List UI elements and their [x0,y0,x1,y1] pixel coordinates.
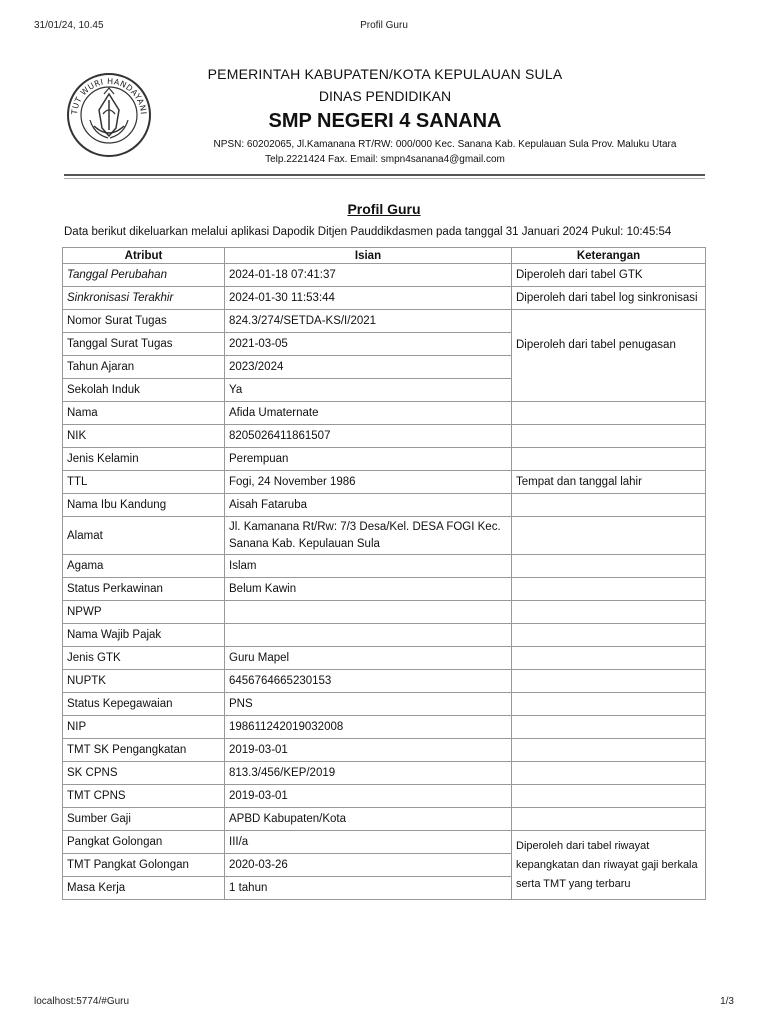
header-atribut: Atribut [63,248,225,264]
keterangan-riwayat-cell: Diperoleh dari tabel riwayat kepangkatan dan riwayat gaji berkala serta TMT yang terbaru [512,831,706,900]
keterangan-cell: Diperoleh dari tabel GTK [512,264,706,287]
keterangan-cell [512,517,706,555]
isian-cell [225,601,512,624]
atribut-cell: Agama [63,555,225,578]
table-row [63,693,706,716]
table-row [63,448,706,471]
isian-cell [225,624,512,647]
kop-divider [64,174,705,176]
atribut-cell: Status Perkawinan [63,578,225,601]
atribut-cell: Sekolah Induk [63,379,225,402]
atribut-cell: Tanggal Surat Tugas [63,333,225,356]
isian-cell: 2019-03-01 [225,785,512,808]
keterangan-cell [512,670,706,693]
table-row [63,555,706,578]
isian-cell: APBD Kabupaten/Kota [225,808,512,831]
atribut-cell: Jenis GTK [63,647,225,670]
print-page-number: 1/3 [720,996,734,1007]
keterangan-cell [512,448,706,471]
table-row [63,425,706,448]
kop-divider-thin [64,178,705,179]
document-intro: Data berikut dikeluarkan melalui aplikasi Dapodik Ditjen Pauddikdasmen pada tanggal 31 Januari 2024 Pukul: 10:45:54 [64,226,672,238]
atribut-cell: Jenis Kelamin [63,448,225,471]
isian-cell: 2019-03-01 [225,739,512,762]
atribut-cell: Alamat [63,517,225,555]
atribut-cell: TMT SK Pengangkatan [63,739,225,762]
isian-cell: 2021-03-05 [225,333,512,356]
atribut-cell: Nama Ibu Kandung [63,494,225,517]
isian-cell: Guru Mapel [225,647,512,670]
isian-cell: Jl. Kamanana Rt/Rw: 7/3 Desa/Kel. DESA FOGI Kec. Sanana Kab. Kepulauan Sula [225,517,512,555]
kop-school-name: SMP NEGERI 4 SANANA [268,110,502,132]
table-row [63,601,706,624]
isian-cell: PNS [225,693,512,716]
atribut-cell: Tanggal Perubahan [63,264,225,287]
table-row [63,310,706,333]
isian-cell: III/a [225,831,512,854]
table-row [63,578,706,601]
atribut-cell: TMT Pangkat Golongan [63,854,225,877]
keterangan-cell [512,762,706,785]
atribut-cell: TMT CPNS [63,785,225,808]
keterangan-cell [512,693,706,716]
atribut-cell: Tahun Ajaran [63,356,225,379]
isian-cell: 2024-01-30 11:53:44 [225,287,512,310]
atribut-cell: NIK [63,425,225,448]
atribut-cell: Nomor Surat Tugas [63,310,225,333]
profil-table [62,247,706,900]
table-row [63,762,706,785]
keterangan-cell [512,739,706,762]
keterangan-cell [512,647,706,670]
print-header [34,20,734,34]
isian-cell: 824.3/274/SETDA-KS/I/2021 [225,310,512,333]
atribut-cell: NIP [63,716,225,739]
kop-address: NPSN: 60202065, Jl.Kamanana RT/RW: 000/000 Kec. Sanana Kab. Kepulauan Sula Prov. Maluku Utara [213,139,677,150]
keterangan-cell [512,402,706,425]
keterangan-penugasan-cell: Diperoleh dari tabel penugasan [512,310,706,402]
table-row [63,264,706,287]
keterangan-cell [512,555,706,578]
table-row [63,494,706,517]
print-datetime: 31/01/24, 10.45 [34,20,104,31]
logo-motto: TUT WURI HANDAYANI [69,76,148,116]
isian-cell: 8205026411861507 [225,425,512,448]
atribut-cell: Masa Kerja [63,877,225,900]
atribut-cell: Sinkronisasi Terakhir [63,287,225,310]
isian-cell: Islam [225,555,512,578]
isian-cell: Fogi, 24 November 1986 [225,471,512,494]
print-footer [34,996,734,1010]
isian-cell: Afida Umaternate [225,402,512,425]
isian-cell: 6456764665230153 [225,670,512,693]
table-row [63,402,706,425]
atribut-cell: SK CPNS [63,762,225,785]
keterangan-cell [512,578,706,601]
atribut-cell: Nama Wajib Pajak [63,624,225,647]
header-keterangan: Keterangan [512,248,706,264]
table-header-row [63,248,706,264]
atribut-cell: NUPTK [63,670,225,693]
atribut-cell: NPWP [63,601,225,624]
isian-cell: 198611242019032008 [225,716,512,739]
isian-cell: 813.3/456/KEP/2019 [225,762,512,785]
table-row [63,471,706,494]
kop-contact: Telp.2221424 Fax. Email: smpn4sanana4@gmail.com [265,154,505,165]
print-title: Profil Guru [360,20,408,31]
keterangan-cell [512,716,706,739]
keterangan-cell [512,494,706,517]
print-url: localhost:5774/#Guru [34,996,130,1007]
table-row [63,624,706,647]
keterangan-cell [512,808,706,831]
atribut-cell: Status Kepegawaian [63,693,225,716]
keterangan-cell [512,624,706,647]
table-row [63,647,706,670]
isian-cell: 2020-03-26 [225,854,512,877]
atribut-cell: Pangkat Golongan [63,831,225,854]
table-row [63,287,706,310]
keterangan-cell [512,785,706,808]
isian-cell: 1 tahun [225,877,512,900]
keterangan-cell: Tempat dan tanggal lahir [512,471,706,494]
table-row [63,785,706,808]
keterangan-cell: Diperoleh dari tabel log sinkronisasi [512,287,706,310]
atribut-cell: TTL [63,471,225,494]
isian-cell: 2023/2024 [225,356,512,379]
document-title: Profil Guru [347,201,421,217]
keterangan-cell [512,425,706,448]
kop-department: DINAS PENDIDIKAN [318,88,452,104]
isian-cell: Aisah Fataruba [225,494,512,517]
atribut-cell: Nama [63,402,225,425]
table-row [63,739,706,762]
isian-cell: Perempuan [225,448,512,471]
isian-cell: Belum Kawin [225,578,512,601]
isian-cell: Ya [225,379,512,402]
table-row [63,517,706,555]
isian-cell: 2024-01-18 07:41:37 [225,264,512,287]
table-row [63,808,706,831]
kop-government: PEMERINTAH KABUPATEN/KOTA KEPULAUAN SULA [207,66,563,82]
keterangan-cell [512,601,706,624]
atribut-cell: Sumber Gaji [63,808,225,831]
header-isian: Isian [225,248,512,264]
table-row [63,670,706,693]
table-row [63,716,706,739]
table-row [63,831,706,854]
